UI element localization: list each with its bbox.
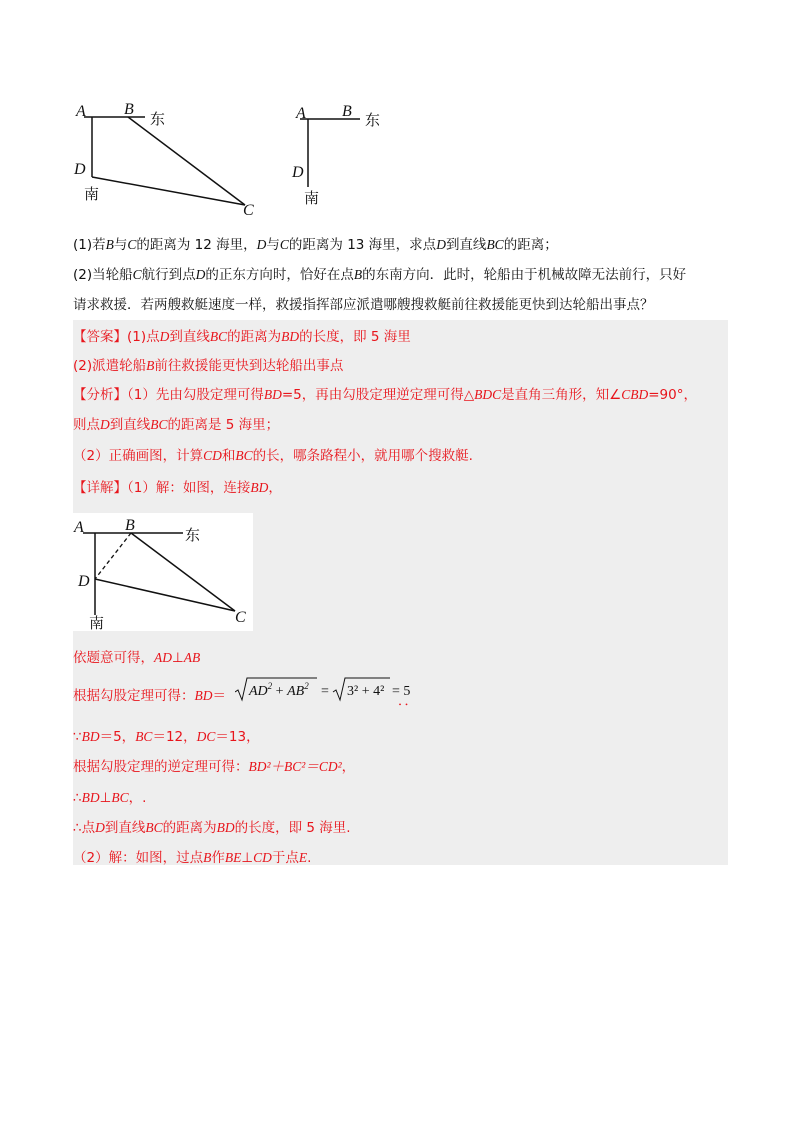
detail-8: （2）解：如图，过点B作BE⊥CD于点E.: [73, 850, 312, 866]
label-c: C: [243, 202, 254, 219]
sqrt-ab: AB: [287, 684, 305, 699]
label-south: 南: [304, 189, 320, 207]
detail-3: 根据勾股定理可得：BD＝: [73, 688, 226, 704]
question-2-line-2: 请求救援．若两艘救艇速度一样，救援指挥部应派遣哪艘搜救艇前往救援能更快到达轮船出事点？: [73, 297, 654, 313]
label-east: 东: [365, 111, 381, 129]
label-d: D: [78, 573, 90, 590]
svg-text:=: =: [321, 684, 329, 699]
figure-2: [290, 95, 400, 210]
sqrt-nums: 3² + 4²: [347, 684, 385, 699]
label-d: D: [292, 164, 304, 181]
figure-1: [70, 95, 270, 220]
label-a: A: [74, 519, 84, 536]
label-a: A: [76, 103, 86, 120]
detail-7: ∴点D到直线BC的距离为BD的长度，即 5 海里.: [73, 820, 351, 836]
question-2-line-1: (2)当轮船C航行到点D的正东方向时，恰好在点B的东南方向．此时，轮船由于机械故障无法前行，只好: [73, 267, 687, 283]
detail-5: 根据勾股定理的逆定理可得：BD²＋BC²＝CD²，: [73, 759, 356, 775]
sqrt-result: = 5: [392, 684, 411, 699]
detail-2: 依题意可得，AD⊥AB: [73, 650, 201, 666]
svg-text:AD2 + AB2: $AD^2 + AB^2$: [249, 681, 309, 699]
answer-2: (2)派遣轮船B前往救援能更快到达轮船出事点: [73, 358, 344, 374]
label-east: 东: [150, 110, 166, 128]
answer-1: 【答案】(1)点D到直线BC的距离为BD的长度，即 5 海里: [73, 329, 411, 345]
label-b: B: [124, 101, 134, 118]
label-b: B: [342, 103, 352, 120]
label-a: A: [296, 105, 306, 122]
label-south: 南: [84, 185, 100, 203]
label-c: C: [235, 609, 246, 626]
label-east: 东: [185, 526, 201, 544]
label-b: B: [125, 517, 135, 534]
question-1: (1)若B与C的距离为 12 海里，D与C的距离为 13 海里，求点D到直线BC的距离；: [73, 237, 558, 253]
figure-3: [73, 513, 253, 631]
label-d: D: [74, 161, 86, 178]
detail-3-tail: ．．: [398, 694, 418, 709]
analysis-3: （2）正确画图，计算CD和BC的长，哪条路程小，就用哪个搜救艇.: [73, 448, 473, 464]
sqrt-ad: AD: [249, 684, 268, 699]
detail-4: ∵BD＝5，BC＝12，DC＝13，: [73, 729, 260, 745]
detail-6: ∴BD⊥BC，.: [73, 790, 147, 806]
analysis-1: 【分析】（1）先由勾股定理可得BD=5，再由勾股定理逆定理可得△BDC是直角三角形，知∠CBD=90°，: [73, 387, 697, 403]
detail-1: 【详解】（1）解：如图，连接BD，: [73, 480, 282, 496]
label-south: 南: [89, 614, 105, 631]
analysis-2: 则点D到直线BC的距离是 5 海里；: [73, 417, 280, 433]
